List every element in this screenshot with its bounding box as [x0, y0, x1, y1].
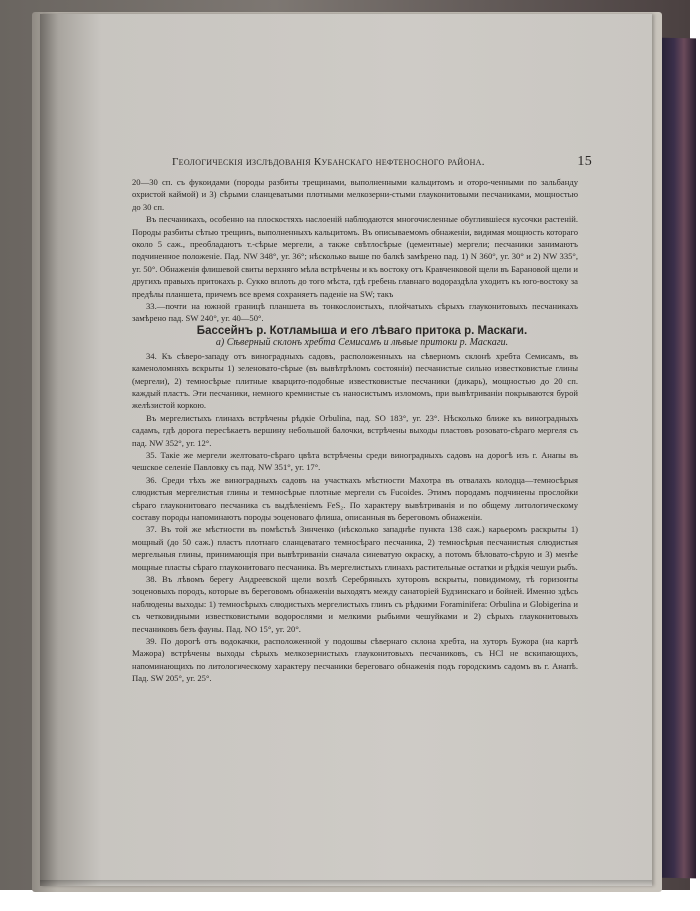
paragraph: Въ песчаникахъ, особенно на плоскостяхъ наслоеній наблюдаются многочисленные обуглившіеся кусочки растеній. Породы разбиты сѣтью трещинъ, выполненныхъ кальцитомъ. Въ описываемомъ обнаженіи, видимая мощность котораго около 5 саж., преобладаютъ т.-сѣрые мергели, а также свѣтлосѣрые (цементные) мергели; песчаники занимаютъ подчиненное положеніе. Пад. NW 348°, уг. 36°; нѣсколько выше по балкѣ замѣрено пад. 1) N 360°, уг. 30° и 2) NW 335°, уг. 50°. Обнаженія флишевой свиты верхняго мѣла встрѣчены и къ востоку отъ Кравченковой щели въ Барановой щели и другихъ правыхъ притокахъ р. Сукко вплоть до того мѣста, гдѣ гребень главнаго водораздѣла уходитъ къ юго-востоку за предѣлы планшета, причемъ все время сохраняетъ паденіе на SW; такъ	[132, 214, 578, 299]
paragraph: 33.—почти на южной границѣ планшета въ тонкослоистыхъ, плойчатыхъ сѣрыхъ глауконитовыхъ песчаникахъ замѣрено пад. SW 240°, уг. 40—50°.	[132, 301, 578, 324]
paragraph: 36. Среди тѣхъ же виноградныхъ садовъ на участкахъ мѣстности Махотра въ отвалахъ колодца—темносѣрыя слюдистыя мергелистыя глины и темносѣрые плотные мергели съ Fucoides. Этимъ породамъ подчинены прослойки сѣраго глауконитоваго песчаника съ выдѣленіемъ FeS₂. По характеру вывѣтриванія и по общему литологическому составу породы напоминаютъ породы эоценоваго флиша, описанныя въ береговомъ обнаженіи.	[132, 474, 578, 522]
running-head-title: Геологическія изслѣдованія Кубанскаго нефтеносного района.	[172, 156, 485, 168]
running-head	[172, 154, 592, 170]
paragraph: 37. Въ той же мѣстности въ помѣстьѣ Зинченко (нѣсколько западнѣе пункта 138 саж.) карьеромъ раскрыты 1) мощный (до 50 саж.) пластъ плотнаго сланцеватаго темносѣраго песчаника, 2) темносѣрыя песчанистыя слюдистыя мергельныя глины, принимающія при вывѣтриваніи сначала синеватую окраску, а потомъ бѣловато-сѣрую и 3) менѣе мощные пласты сѣраго глауконитоваго песчаника. Въ мергелистыхъ глинахъ растительные остатки и рѣдкія чешуи рыбъ.	[132, 524, 578, 572]
book-page	[40, 14, 652, 886]
paragraph: 34. Къ сѣверо-западу отъ виноградныхъ садовъ, расположенныхъ на сѣверномъ склонѣ хребта Семисамъ, въ каменоломняхъ вскрыты 1) зеленовато-сѣрые (въ вывѣтрѣломъ состояніи) песчанистые сильно известковистые глины (мергели), 2) темносѣрые плитные кварцито-подобные известковистые песчаники (дикарь), мощностью до 20 сп. каждый пластъ. Эти песчаники, немного кремнистые съ наносистымъ изломомъ, при вывѣтриваніи покрываются бурой желѣзистой коркою.	[132, 350, 578, 411]
paragraph: 39. По дорогѣ отъ водокачки, расположенной у подошвы сѣвернаго склона хребта, на хуторъ Бужора (на картѣ Мажора) встрѣчены выходы сѣрыхъ мелкозернистыхъ глауконитовыхъ песчаниковъ, съ HCl не вскипающихъ, напоминающихъ по литологическому характеру песчаники береговаго обнаженія подъ городскимъ садомъ въ г. Анапѣ. Пад. SW 205°, уг. 25°.	[132, 636, 578, 684]
book-spine-edge	[656, 38, 696, 879]
paragraph: 20—30 сп. съ фукоидами (породы разбиты трещинами, выполненными кальцитомъ и оторо-ченными по зальбанду охристой каймой) и 3) сѣрыми сланцеватыми плотными мелкозерни-стыми глауконитовыми песчаниками, мощностью до 30 сп.	[132, 177, 578, 212]
paragraph: Въ мергелистыхъ глинахъ встрѣчены рѣдкіе Orbulina, пад. SO 183°, уг. 23°. Нѣсколько ближе къ виноградныхъ садамъ, гдѣ дорога пересѣкаетъ вершину небольшой балочки, встрѣчены выходы пластовъ розовато-сѣраго мергеля съ пад. NW 352°, уг. 12°.	[132, 412, 578, 448]
section-heading: Бассейнъ р. Котламыша и его лѣваго притока р. Маскаги.	[196, 324, 528, 337]
paragraph: 38. Въ лѣвомъ берегу Андреевской щели возлѣ Серебряныхъ хуторовъ вскрыты, повидимому, тѣ горизонты эоценовыхъ породъ, которые въ береговомъ обнаженіи выходятъ между санаторіей Будзинскаго и бойней. Именно здѣсь наблюдены выходы: 1) темносѣрыхъ слюдистыхъ мергелистыхъ глинъ съ рѣдкими Foraminifera: Orbulina и Globigerina и съ четковидными известковистыми водорослями и мелкими рыбьими чешуйками и 2) сѣрыхъ глауконитовыхъ песчаниковъ безъ фауны. Пад. NO 15°, уг. 20°.	[132, 574, 578, 634]
page-number: 15	[577, 154, 592, 169]
paragraph: 35. Такіе же мергели желтовато-сѣраго цвѣта встрѣчены среди виноградныхъ садовъ на дорогѣ изъ г. Анапы въ чешское селеніе Павловку съ пад. NW 351°, уг. 17°.	[132, 449, 578, 473]
subsection-heading: а) Сѣверный склонъ хребта Семисамъ и лѣвые притоки р. Маскаги.	[215, 337, 509, 349]
page-bottom-shadow	[40, 880, 652, 886]
body-text	[132, 176, 578, 685]
